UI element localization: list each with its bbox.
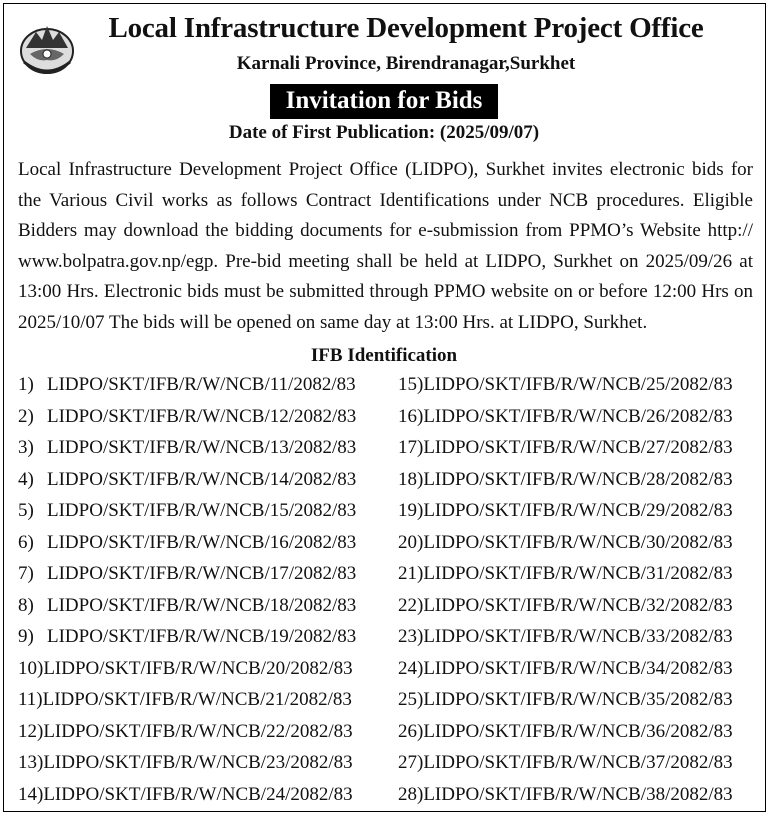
ifb-item: [398, 590, 733, 622]
ifb-item-identifier: LIDPO/SKT/IFB/R/W/NCB/34/2082/83: [423, 657, 733, 679]
bid-notice: [3, 3, 766, 812]
ifb-item-number: 28): [398, 783, 424, 805]
ifb-item-number: 24): [398, 657, 424, 679]
ifb-item: [398, 401, 733, 433]
ifb-item-number: 27): [398, 752, 424, 773]
ifb-item: [398, 684, 733, 716]
ifb-item-number: 23): [398, 626, 424, 647]
ifb-item: [18, 684, 356, 716]
ifb-item-identifier: LIDPO/SKT/IFB/R/W/NCB/37/2082/83: [423, 752, 733, 773]
ifb-item-number: 12): [18, 720, 44, 742]
ifb-item: [18, 747, 356, 779]
ifb-list-right: [398, 369, 733, 810]
ifb-item: [398, 653, 733, 685]
ifb-item: [18, 779, 356, 811]
ifb-item-identifier: LIDPO/SKT/IFB/R/W/NCB/14/2082/83: [47, 468, 357, 490]
ifb-item-number: 14): [18, 783, 44, 805]
ifb-item: [18, 369, 356, 401]
ifb-item-number: 1): [18, 374, 34, 395]
ifb-item: [398, 779, 733, 811]
ifb-item-identifier: LIDPO/SKT/IFB/R/W/NCB/27/2082/83: [423, 437, 733, 458]
ifb-item-number: 3): [18, 437, 34, 458]
ifb-item-identifier: LIDPO/SKT/IFB/R/W/NCB/29/2082/83: [423, 500, 733, 521]
ifb-item: [398, 464, 733, 496]
ifb-item: [18, 464, 356, 496]
ifb-item-number: 15): [398, 374, 424, 395]
ifb-item: [18, 653, 356, 685]
ifb-item-identifier: LIDPO/SKT/IFB/R/W/NCB/18/2082/83: [47, 594, 357, 616]
ifb-item-number: 25): [398, 689, 424, 710]
ifb-item-number: 9): [18, 626, 34, 647]
ifb-item-number: 7): [18, 563, 34, 584]
ifb-item-number: 5): [18, 500, 34, 521]
ifb-item-identifier: LIDPO/SKT/IFB/R/W/NCB/12/2082/83: [47, 405, 357, 427]
ifb-item-identifier: LIDPO/SKT/IFB/R/W/NCB/15/2082/83: [47, 500, 357, 521]
ifb-item: [398, 527, 733, 559]
ifb-item-identifier: LIDPO/SKT/IFB/R/W/NCB/13/2082/83: [47, 437, 357, 458]
ifb-item-identifier: LIDPO/SKT/IFB/R/W/NCB/32/2082/83: [423, 594, 733, 616]
ifb-item-identifier: LIDPO/SKT/IFB/R/W/NCB/22/2082/83: [43, 720, 353, 742]
ifb-item-identifier: LIDPO/SKT/IFB/R/W/NCB/21/2082/83: [42, 689, 352, 710]
ifb-item-identifier: LIDPO/SKT/IFB/R/W/NCB/25/2082/83: [423, 374, 733, 395]
ifb-item: [398, 369, 733, 401]
ifb-item-identifier: LIDPO/SKT/IFB/R/W/NCB/33/2082/83: [423, 626, 733, 647]
office-name: Local Infrastructure Development Project Office: [108, 12, 704, 44]
ifb-item-identifier: LIDPO/SKT/IFB/R/W/NCB/16/2082/83: [47, 531, 357, 553]
ifb-item-number: 2): [18, 405, 34, 427]
publication-date: Date of First Publication: (2025/09/07): [228, 122, 540, 143]
ifb-item: [18, 621, 356, 653]
ifb-list-left: [18, 369, 356, 810]
ifb-item: [398, 495, 733, 527]
ifb-item-identifier: LIDPO/SKT/IFB/R/W/NCB/30/2082/83: [423, 531, 733, 553]
nepal-emblem-icon: [16, 18, 78, 78]
ifb-item-identifier: LIDPO/SKT/IFB/R/W/NCB/38/2082/83: [423, 783, 733, 805]
ifb-item-number: 22): [398, 594, 424, 616]
ifb-item: [18, 527, 356, 559]
ifb-item-number: 26): [398, 720, 424, 742]
ifb-item-number: 10): [18, 657, 44, 679]
office-address: Karnali Province, Birendranagar,Surkhet: [236, 53, 576, 74]
ifb-item-number: 21): [398, 563, 424, 584]
ifb-item-number: 17): [398, 437, 424, 458]
ifb-item: [18, 558, 356, 590]
ifb-item: [398, 432, 733, 464]
notice-paragraph: Local Infrastructure Development Project Office (LIDPO), Surkhet invites electronic bids for the Various Civil works as follows Contract Identifications under NCB procedures. Eligible Bidders may download the bidding documents for e-submission from PPMO’s Website http:// www.bolpatra.gov.np/egp. Pre-bid meeting shall be held at LIDPO, Surkhet on 2025/09/26 at 13:00 Hrs. Electronic bids must be submitted through PPMO website on or before 12:00 Hrs on 2025/10/07 The bids will be opened on same day at 13:00 Hrs. at LIDPO, Surkhet.: [18, 159, 753, 333]
ifb-item-number: 4): [18, 468, 34, 490]
ifb-item: [398, 621, 733, 653]
ifb-item-identifier: LIDPO/SKT/IFB/R/W/NCB/24/2082/83: [43, 783, 353, 805]
ifb-item: [398, 558, 733, 590]
ifb-item: [398, 716, 733, 748]
ifb-item-identifier: LIDPO/SKT/IFB/R/W/NCB/17/2082/83: [47, 563, 357, 584]
notice-banner: Invitation for Bids: [270, 84, 499, 119]
ifb-item: [18, 716, 356, 748]
ifb-item-identifier: LIDPO/SKT/IFB/R/W/NCB/36/2082/83: [423, 720, 733, 742]
ifb-item: [398, 747, 733, 779]
ifb-item-number: 16): [398, 405, 424, 427]
ifb-item: [18, 590, 356, 622]
ifb-heading: IFB Identification: [310, 345, 458, 366]
ifb-item-identifier: LIDPO/SKT/IFB/R/W/NCB/23/2082/83: [43, 752, 353, 773]
ifb-item-number: 19): [398, 500, 424, 521]
ifb-item-identifier: LIDPO/SKT/IFB/R/W/NCB/26/2082/83: [423, 405, 733, 427]
ifb-item: [18, 495, 356, 527]
ifb-item: [18, 401, 356, 433]
ifb-item-identifier: LIDPO/SKT/IFB/R/W/NCB/35/2082/83: [423, 689, 733, 710]
ifb-item-number: 11): [18, 689, 43, 710]
ifb-item-number: 8): [18, 594, 34, 616]
ifb-item-number: 20): [398, 531, 424, 553]
ifb-item-identifier: LIDPO/SKT/IFB/R/W/NCB/31/2082/83: [423, 563, 733, 584]
ifb-item-identifier: LIDPO/SKT/IFB/R/W/NCB/19/2082/83: [47, 626, 357, 647]
ifb-item: [18, 432, 356, 464]
ifb-item-number: 6): [18, 531, 34, 553]
ifb-item-number: 18): [398, 468, 424, 490]
ifb-item-identifier: LIDPO/SKT/IFB/R/W/NCB/28/2082/83: [423, 468, 733, 490]
ifb-item-identifier: LIDPO/SKT/IFB/R/W/NCB/20/2082/83: [43, 657, 353, 679]
ifb-item-identifier: LIDPO/SKT/IFB/R/W/NCB/11/2082/83: [47, 374, 356, 395]
ifb-item-number: 13): [18, 752, 44, 773]
